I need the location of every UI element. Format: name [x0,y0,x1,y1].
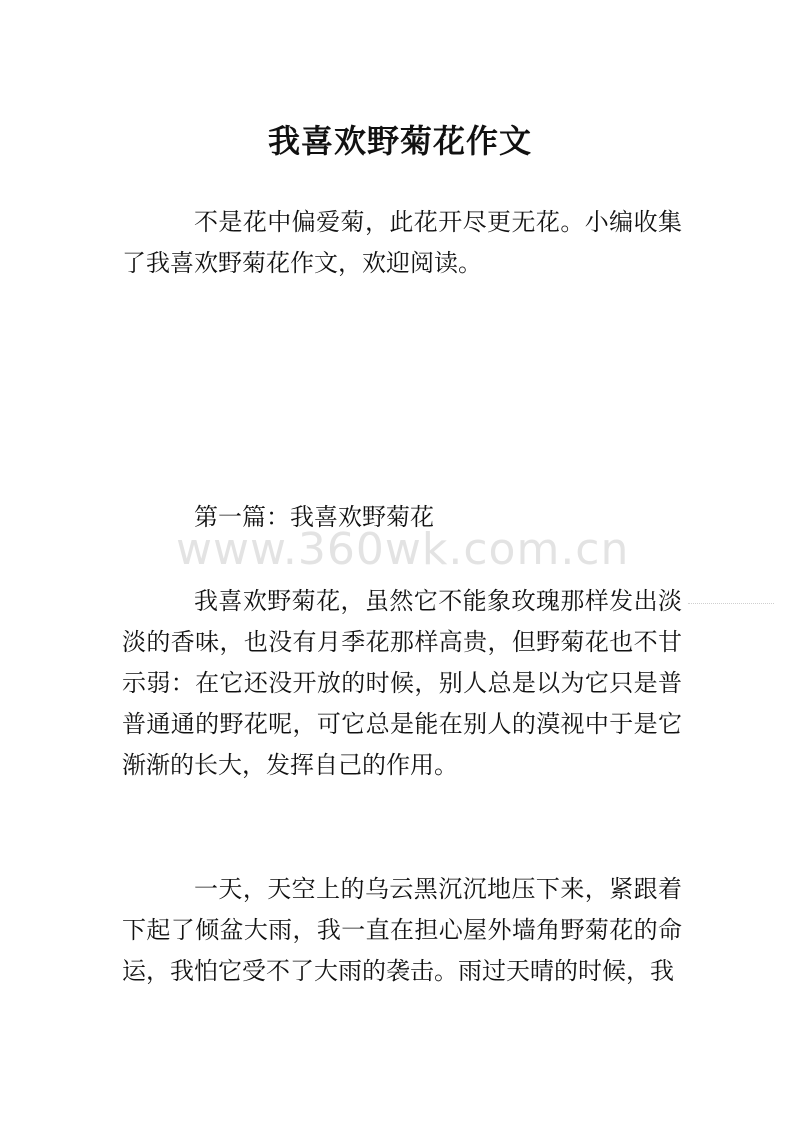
intro-paragraph: 不是花中偏爱菊，此花开尽更无花。小编收集了我喜欢野菊花作文，欢迎阅读。 [122,208,682,277]
watermark-text: www.360wk.com.cn [176,524,630,575]
chapter-heading: 第一篇：我喜欢野菊花 [194,503,434,531]
dotted-line-decoration [688,603,774,604]
body-paragraph: 一天，天空上的乌云黑沉沉地压下来，紧跟着下起了倾盆大雨，我一直在担心屋外墙角野菊花的命运，我怕它受不了大雨的袭击。雨过天晴的时候，我 [122,875,682,985]
body-paragraph: 我喜欢野菊花，虽然它不能象玫瑰那样发出淡淡的香味，也没有月季花那样高贵，但野菊花也不甘示弱：在它还没开放的时候，别人总是以为它只是普普通通的野花呢，可它总是能在别人的漠视中于是它渐渐的长大，发挥自己的作用。 [122,587,682,779]
document-title: 我喜欢野菊花作文 [267,122,532,161]
